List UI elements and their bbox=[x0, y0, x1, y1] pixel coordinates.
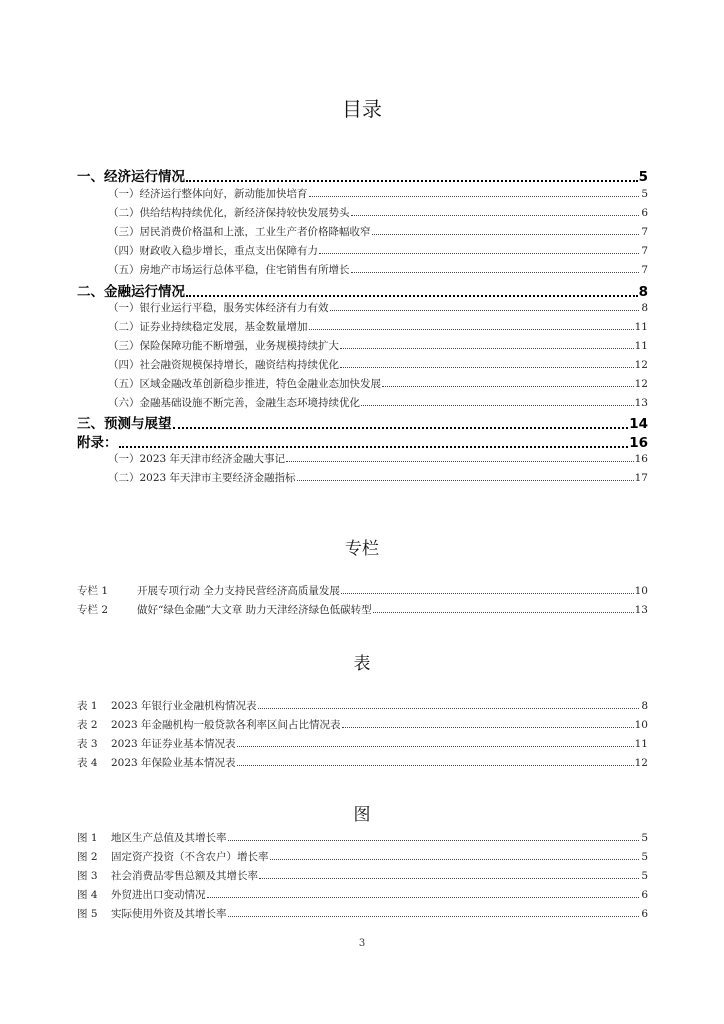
leader-dots bbox=[237, 745, 634, 747]
table-entry[interactable] bbox=[77, 717, 648, 732]
toc-entry-page: 17 bbox=[634, 472, 648, 484]
leader-dots bbox=[382, 385, 634, 387]
toc-entry-page: 16 bbox=[629, 435, 648, 451]
table-entry-page: 8 bbox=[641, 700, 648, 712]
toc-entry-label: 二、金融运行情况 bbox=[77, 284, 185, 300]
toc-entry-page: 7 bbox=[641, 245, 648, 257]
toc-entry-page: 11 bbox=[634, 340, 648, 352]
toc-entry-page: 8 bbox=[638, 284, 648, 300]
figure-entry-label: 固定资产投资（不含农户）增长率 bbox=[111, 851, 269, 863]
table-entry-label: 2023 年保险业基本情况表 bbox=[111, 757, 236, 769]
table-entry-page: 11 bbox=[634, 738, 648, 750]
toc-entry-page: 14 bbox=[629, 416, 648, 432]
figure-entry-label: 地区生产总值及其增长率 bbox=[111, 832, 227, 844]
figure-entry-label: 实际使用外资及其增长率 bbox=[111, 908, 227, 920]
leader-dots bbox=[351, 214, 640, 216]
figure-entry[interactable] bbox=[77, 830, 648, 845]
figure-entry[interactable] bbox=[77, 906, 648, 921]
toc-entry[interactable] bbox=[108, 300, 648, 315]
toc-entry-label: （三）居民消费价格温和上涨，工业生产者价格降幅收窄 bbox=[108, 226, 371, 238]
toc-entry-label: （四）社会融资规模保持增长，融资结构持续优化 bbox=[108, 359, 339, 371]
figure-entry[interactable] bbox=[77, 868, 648, 883]
leader-dots bbox=[258, 707, 639, 709]
toc-entry[interactable] bbox=[77, 431, 648, 451]
toc-entry[interactable] bbox=[108, 205, 648, 220]
figure-entry-page: 5 bbox=[641, 851, 648, 863]
column-entry-label: 做好“绿色金融”大文章 助力天津经济绿色低碳转型 bbox=[137, 604, 372, 616]
table-entry-prefix: 表 3 bbox=[77, 738, 98, 750]
tables-title: 表 bbox=[353, 654, 371, 674]
figure-entry[interactable] bbox=[77, 849, 648, 864]
toc-entry-page: 5 bbox=[638, 169, 648, 185]
table-entry-page: 12 bbox=[634, 757, 648, 769]
leader-dots bbox=[173, 426, 629, 429]
leader-dots bbox=[373, 611, 634, 613]
figure-entry[interactable] bbox=[77, 887, 648, 902]
toc-entry-page: 6 bbox=[641, 207, 648, 219]
figure-entry-label: 外贸进出口变动情况 bbox=[111, 889, 206, 901]
toc-entry-page: 12 bbox=[634, 359, 648, 371]
toc-entry-label: 附录： bbox=[77, 435, 118, 451]
toc-entry[interactable] bbox=[108, 470, 648, 485]
toc-entry-page: 11 bbox=[634, 321, 648, 333]
leader-dots bbox=[119, 445, 629, 448]
leader-dots bbox=[186, 294, 638, 297]
figure-entry-page: 5 bbox=[641, 832, 648, 844]
leader-dots bbox=[340, 347, 634, 349]
figures-title: 图 bbox=[353, 805, 371, 825]
table-entry[interactable] bbox=[77, 698, 648, 713]
leader-dots bbox=[286, 460, 634, 462]
columns-title: 专栏 bbox=[345, 539, 379, 559]
leader-dots bbox=[297, 479, 634, 481]
table-entry-label: 2023 年证券业基本情况表 bbox=[111, 738, 236, 750]
toc-entry-label: （五）区域金融改革创新稳步推进，特色金融业态加快发展 bbox=[108, 378, 381, 390]
figure-entry-page: 5 bbox=[641, 870, 648, 882]
figure-entry-page: 6 bbox=[641, 889, 648, 901]
column-entry[interactable] bbox=[77, 602, 648, 617]
figure-entry-prefix: 图 4 bbox=[77, 889, 98, 901]
leader-dots bbox=[341, 592, 634, 594]
toc-entry-label: （一）2023 年天津市经济金融大事记 bbox=[108, 453, 286, 465]
toc-entry[interactable] bbox=[108, 376, 648, 391]
leader-dots bbox=[237, 764, 634, 766]
toc-entry[interactable] bbox=[108, 395, 648, 410]
leader-dots bbox=[259, 877, 639, 879]
column-entry-prefix: 专栏 1 bbox=[77, 585, 109, 597]
toc-entry-page: 5 bbox=[641, 188, 648, 200]
figure-entry-prefix: 图 2 bbox=[77, 851, 98, 863]
leader-dots bbox=[309, 328, 634, 330]
toc-entry-label: 三、预测与展望 bbox=[77, 416, 172, 432]
leader-dots bbox=[372, 233, 640, 235]
toc-entry[interactable] bbox=[108, 243, 648, 258]
figure-entry-prefix: 图 5 bbox=[77, 908, 98, 920]
toc-entry[interactable] bbox=[108, 262, 648, 277]
toc-entry-label: （一）银行业运行平稳，服务实体经济有力有效 bbox=[108, 302, 329, 314]
table-entry[interactable] bbox=[77, 755, 648, 770]
toc-entry-label: （三）保险保障功能不断增强，业务规模持续扩大 bbox=[108, 340, 339, 352]
leader-dots bbox=[270, 858, 640, 860]
toc-entry-label: （一）经济运行整体向好，新动能加快培育 bbox=[108, 188, 308, 200]
toc-entry-page: 8 bbox=[641, 302, 648, 314]
column-entry-page: 13 bbox=[634, 604, 648, 616]
table-entry-prefix: 表 1 bbox=[77, 700, 98, 712]
column-entry-label: 开展专项行动 全力支持民营经济高质量发展 bbox=[137, 585, 340, 597]
toc-entry-page: 7 bbox=[641, 264, 648, 276]
leader-dots bbox=[319, 252, 639, 254]
toc-entry-page: 7 bbox=[641, 226, 648, 238]
toc-entry-label: （二）供给结构持续优化，新经济保持较快发展势头 bbox=[108, 207, 350, 219]
toc-entry-label: 一、经济运行情况 bbox=[77, 169, 185, 185]
leader-dots bbox=[342, 726, 634, 728]
leader-dots bbox=[228, 915, 640, 917]
toc-entry[interactable] bbox=[108, 224, 648, 239]
toc-entry-page: 13 bbox=[634, 397, 648, 409]
leader-dots bbox=[330, 309, 640, 311]
leader-dots bbox=[186, 179, 638, 182]
toc-entry-page: 16 bbox=[634, 453, 648, 465]
column-entry-prefix: 专栏 2 bbox=[77, 604, 109, 616]
leader-dots bbox=[228, 839, 640, 841]
figure-entry-prefix: 图 3 bbox=[77, 870, 98, 882]
leader-dots bbox=[207, 896, 640, 898]
table-entry-label: 2023 年银行业金融机构情况表 bbox=[111, 700, 257, 712]
leader-dots bbox=[361, 404, 634, 406]
figure-entry-label: 社会消费品零售总额及其增长率 bbox=[111, 870, 258, 882]
toc-entry[interactable] bbox=[77, 280, 648, 300]
toc-entry[interactable] bbox=[108, 186, 648, 201]
page-number: 3 bbox=[358, 938, 366, 949]
toc-entry-label: （五）房地产市场运行总体平稳，住宅销售有所增长 bbox=[108, 264, 350, 276]
table-entry[interactable] bbox=[77, 736, 648, 751]
toc-entry[interactable] bbox=[108, 451, 648, 466]
leader-dots bbox=[340, 366, 634, 368]
toc-entry-page: 12 bbox=[634, 378, 648, 390]
toc-entry-label: （二）证券业持续稳定发展，基金数量增加 bbox=[108, 321, 308, 333]
column-entry-page: 10 bbox=[634, 585, 648, 597]
table-entry-label: 2023 年金融机构一般贷款各利率区间占比情况表 bbox=[111, 719, 341, 731]
toc-entry[interactable] bbox=[108, 357, 648, 372]
toc-entry[interactable] bbox=[77, 165, 648, 185]
toc-entry-label: （六）金融基础设施不断完善，金融生态环境持续优化 bbox=[108, 397, 360, 409]
toc-title: 目录 bbox=[342, 97, 382, 121]
figure-entry-page: 6 bbox=[641, 908, 648, 920]
table-entry-page: 10 bbox=[634, 719, 648, 731]
column-entry[interactable] bbox=[77, 583, 648, 598]
table-entry-prefix: 表 2 bbox=[77, 719, 98, 731]
toc-entry-label: （二）2023 年天津市主要经济金融指标 bbox=[108, 472, 296, 484]
toc-entry-label: （四）财政收入稳步增长，重点支出保障有力 bbox=[108, 245, 318, 257]
toc-entry[interactable] bbox=[108, 338, 648, 353]
leader-dots bbox=[351, 271, 640, 273]
figure-entry-prefix: 图 1 bbox=[77, 832, 98, 844]
toc-entry[interactable] bbox=[108, 319, 648, 334]
toc-entry[interactable] bbox=[77, 412, 648, 432]
table-entry-prefix: 表 4 bbox=[77, 757, 98, 769]
leader-dots bbox=[309, 195, 640, 197]
